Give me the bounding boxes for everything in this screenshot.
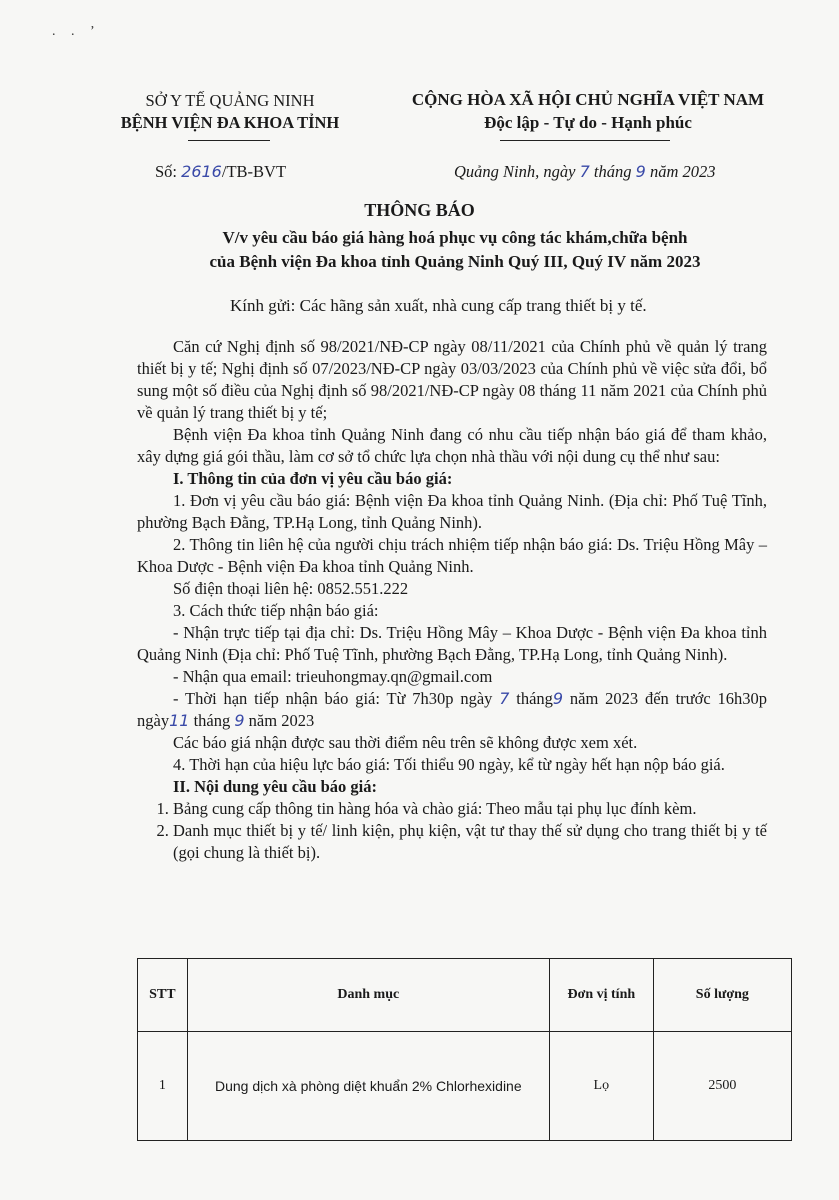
handwritten-day: 7 [579,162,590,181]
cell-unit: Lọ [549,1032,653,1141]
items-table [137,958,792,1141]
receipt-method-heading: 3. Cách thức tiếp nhận báo giá: [173,601,379,620]
table-row [138,1032,792,1141]
handwritten-end-day: 11 [169,711,190,730]
doc-number-handwritten: 2616 [181,162,222,181]
doc-number-suffix: /TB-BVT [221,162,287,181]
requester-info: 1. Đơn vị yêu cầu báo giá: Bệnh viện Đa khoa tỉnh Quảng Ninh. (Địa chỉ: Phố Tuệ Tĩnh, phường Bạch Đằng, TP.Hạ Long, tỉnh Quảng Ninh). [137,491,767,532]
deadline-text: - Thời hạn tiếp nhận báo giá: Từ 7h30p ngày [173,689,500,708]
national-header [378,88,798,134]
handwritten-month: 9 [635,162,646,181]
quote-validity: 4. Thời hạn của hiệu lực báo giá: Tối thiểu 90 ngày, kể từ ngày hết hạn nộp báo giá. [173,755,725,774]
column-header-stt: STT [138,959,188,1032]
column-header-quantity: Số lượng [653,959,791,1032]
receipt-deadline [137,688,767,732]
purpose-paragraph: Bệnh viện Đa khoa tỉnh Quảng Ninh đang có nhu cầu tiếp nhận báo giá để tham khảo, xây dựng giá gói thầu, làm cơ sở tổ chức lựa chọn nhà thầu với nội dung cụ thể như sau: [137,425,767,466]
receipt-in-person: - Nhận trực tiếp tại địa chỉ: Ds. Triệu Hồng Mây – Khoa Dược - Bệnh viện Đa khoa tỉnh Quảng Ninh (Địa chỉ: Phố Tuệ Tĩnh, phường Bạch Đằng, TP.Hạ Long, tỉnh Quảng Ninh). [137,623,767,664]
place-date [454,162,715,182]
subtitle-line: V/v yêu cầu báo giá hàng hoá phục vụ công tác khám,chữa bệnh [222,228,688,247]
handwritten-start-day: 7 [499,689,510,708]
header-underline-right [500,140,670,141]
document-title: THÔNG BÁO [364,200,475,220]
deadline-text: tháng [509,689,553,708]
contact-info: 2. Thông tin liên hệ của người chịu trách nhiệm tiếp nhận báo giá: Ds. Triệu Hồng Mây – Khoa Dược - Bệnh viện Đa khoa tỉnh Quảng Ninh. [137,535,767,576]
deadline-text: năm 2023 [244,711,315,730]
table-header-row [138,959,792,1032]
receipt-email: - Nhận qua email: trieuhongmay.qn@gmail.com [173,667,493,686]
issuer-header [100,90,360,134]
cell-stt: 1 [138,1032,188,1141]
document-subtitle [150,226,760,274]
section-1-heading: I. Thông tin của đơn vị yêu cầu báo giá: [173,469,453,488]
handwritten-start-month: 9 [552,689,564,708]
handwritten-end-month: 9 [234,711,245,730]
contact-phone: Số điện thoại liên hệ: 0852.551.222 [173,579,409,598]
country-name: CỘNG HÒA XÃ HỘI CHỦ NGHĨA VIỆT NAM [411,90,765,109]
document-body [137,336,767,864]
document-number [155,162,286,182]
place-date-text: năm 2023 [645,162,716,181]
scan-mark: . . ʼ [52,24,101,39]
subtitle-line: của Bệnh viện Đa khoa tỉnh Quảng Ninh Quý III, Quý IV năm 2023 [209,252,701,271]
deadline-text: năm 2023 đến trước 16h30p ngày [137,689,767,730]
hospital-name: BỆNH VIỆN ĐA KHOA TỈNH [120,113,340,132]
deadline-text: tháng [189,711,235,730]
column-header-item: Danh mục [187,959,549,1032]
place-date-text: tháng [589,162,636,181]
column-header-unit: Đơn vị tính [549,959,653,1032]
section-2-heading: II. Nội dung yêu cầu báo giá: [173,777,378,796]
cell-item: Dung dịch xà phòng diệt khuẩn 2% Chlorhexidine [187,1032,549,1141]
legal-basis-paragraph: Căn cứ Nghị định số 98/2021/NĐ-CP ngày 08/11/2021 của Chính phủ về quản lý trang thiết bị y tế; Nghị định số 07/2023/NĐ-CP ngày 03/03/2023 của Chính phủ về việc sửa đổi, bổ sung một số điều của Nghị định số 98/2021/NĐ-CP ngày 08 tháng 11 năm 2021 của Chính phủ về quản lý trang thiết bị y tế; [137,337,767,422]
recipient-line: Kính gửi: Các hãng sản xuất, nhà cung cấp trang thiết bị y tế. [230,296,647,315]
cell-quantity: 2500 [653,1032,791,1141]
place-date-text: Quảng Ninh, ngày [454,162,580,181]
late-submission-note: Các báo giá nhận được sau thời điểm nêu trên sẽ không được xem xét. [173,733,638,752]
requirement-item: 1. Bảng cung cấp thông tin hàng hóa và chào giá: Theo mẫu tại phụ lục đính kèm. [173,798,767,820]
doc-number-prefix: Số: [155,162,182,181]
requirements-list [137,798,767,864]
requirement-item: 2. Danh mục thiết bị y tế/ linh kiện, phụ kiện, vật tư thay thế sử dụng cho trang thiết bị y tế (gọi chung là thiết bị). [173,820,767,864]
national-motto: Độc lập - Tự do - Hạnh phúc [484,113,692,132]
header-underline-left [188,140,270,141]
department-name: SỞ Y TẾ QUẢNG NINH [145,91,315,110]
